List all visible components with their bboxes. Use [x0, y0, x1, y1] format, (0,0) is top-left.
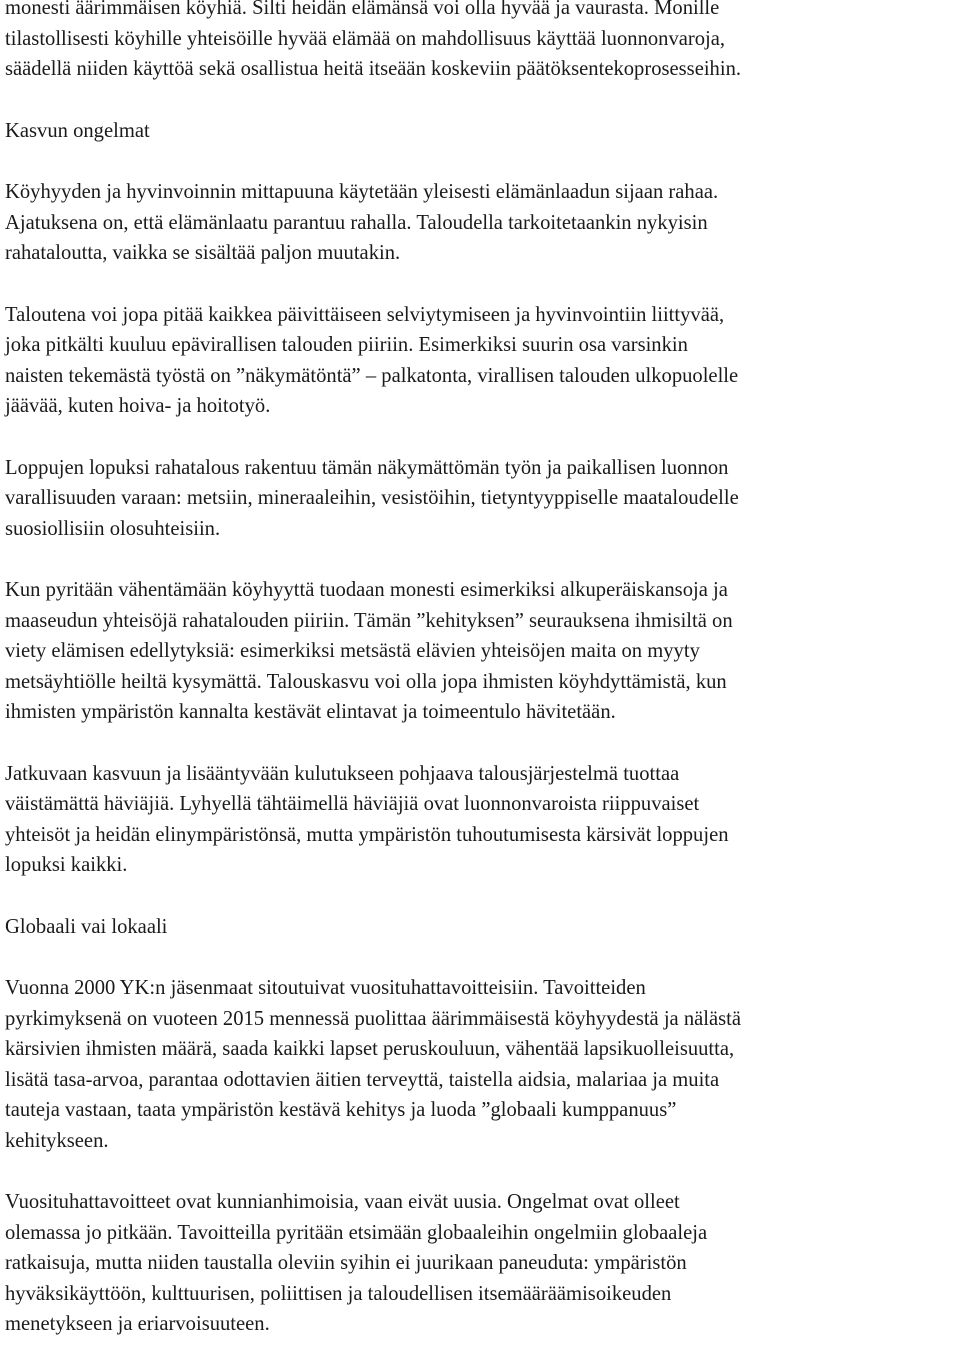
text-line: kehitykseen. — [5, 1129, 109, 1152]
text-line: tauteja vastaan, taata ympäristön kestävä kehitys ja luoda ”globaali kumppanuus” — [5, 1099, 677, 1121]
text-line: varallisuuden varaan: metsiin, mineraaleihin, vesistöihin, tietyntyyppiselle maataloudelle — [5, 487, 739, 509]
text-line: Jatkuvaan kasvuun ja lisääntyvään kulutukseen pohjaava talousjärjestelmä tuottaa — [5, 762, 680, 785]
text-line: kärsivien ihmisten määrä, saada kaikki lapset peruskouluun, vähentää lapsikuolleisuutta, — [5, 1038, 735, 1060]
paragraph — [5, 177, 955, 269]
paragraph — [5, 575, 955, 728]
paragraph — [5, 759, 955, 881]
text-line: Kun pyritään vähentämään köyhyyttä tuodaan monesti esimerkiksi alkuperäiskansoja ja — [5, 579, 728, 601]
text-line: monesti äärimmäisen köyhiä. Silti heidän elämänsä voi olla hyvää ja vaurasta. Monille — [5, 0, 720, 19]
text-line: viety elämisen edellytyksiä: esimerkiksi metsästä elävien yhteisöjen maita on myyty — [5, 640, 700, 662]
text-line: lopuksi kaikki. — [5, 854, 128, 876]
text-line: naisten tekemästä työstä on ”näkymätöntä” – palkatonta, virallisen talouden ulkopuolelle — [5, 364, 739, 387]
text-line: Vuonna 2000 YK:n jäsenmaat sitoutuivat vuosituhattavoitteisiin. Tavoitteiden — [5, 977, 646, 999]
paragraph — [5, 300, 955, 422]
text-line: tilastollisesti köyhille yhteisöille hyvää elämää on mahdollisuus käyttää luonnonvaroja, — [5, 27, 726, 50]
text-line: maaseudun yhteisöjä rahatalouden piiriin. Tämän ”kehityksen” seurauksena ihmisiltä on — [5, 609, 733, 632]
text-line: jäävää, kuten hoiva- ja hoitotyö. — [5, 395, 271, 417]
text-line: Ajatuksena on, että elämänlaatu parantuu rahalla. Taloudella tarkoitetaankin nykyisin — [5, 211, 708, 234]
text-line: olemassa jo pitkään. Tavoitteilla pyritään etsimään globaaleihin ongelmiin globaaleja — [5, 1221, 708, 1244]
text-line: suosiollisiin olosuhteisiin. — [5, 517, 221, 540]
text-line: säädellä niiden käyttöä sekä osallistua heitä itseään koskeviin päätöksentekoprosesseihin. — [5, 58, 742, 80]
paragraph — [5, 453, 955, 545]
paragraph — [5, 973, 955, 1156]
text-line: lisätä tasa-arvoa, parantaa odottavien äitien terveyttä, taistella aidsia, malariaa ja muita — [5, 1068, 720, 1091]
text-line: Loppujen lopuksi rahatalous rakentuu tämän näkymättömän työn ja paikallisen luonnon — [5, 456, 729, 479]
text-line: Vuosituhattavoitteet ovat kunnianhimoisia, vaan eivät uusia. Ongelmat ovat olleet — [5, 1191, 680, 1213]
text-line: pyrkimyksenä on vuoteen 2015 mennessä puolittaa äärimmäisestä köyhyydestä ja nälästä — [5, 1007, 742, 1030]
section-heading-kasvun-ongelmat: Kasvun ongelmat — [5, 119, 150, 142]
text-line: väistämättä häviäjiä. Lyhyellä tähtäimellä häviäjiä ovat luonnonvaroista riippuvaiset — [5, 793, 700, 815]
text-line: ihmisten ympäristön kannalta kestävät elintavat ja toimeentulo hävitetään. — [5, 701, 616, 723]
text-line: yhteisöt ja heidän elinympäristönsä, mutta ympäristön tuhoutumisesta kärsivät loppujen — [5, 823, 729, 846]
text-line: menetykseen ja eriarvoisuuteen. — [5, 1313, 270, 1335]
section-heading-globaali-vai-lokaali: Globaali vai lokaali — [5, 915, 168, 938]
text-line: hyväksikäyttöön, kulttuurisen, poliittisen ja taloudellisen itsemääräämisoikeuden — [5, 1282, 672, 1305]
paragraph-intro — [5, 0, 955, 85]
paragraph — [5, 1187, 955, 1340]
text-line: Köyhyyden ja hyvinvoinnin mittapuuna käytetään yleisesti elämänlaadun sijaan rahaa. — [5, 181, 719, 203]
text-line: ratkaisuja, mutta niiden taustalla oleviin syihin ei juurikaan paneuduta: ympäristön — [5, 1252, 687, 1274]
text-line: rahataloutta, vaikka se sisältää paljon muutakin. — [5, 242, 401, 264]
document-page — [5, 0, 955, 1371]
text-line: Taloutena voi jopa pitää kaikkea päivittäiseen selviytymiseen ja hyvinvointiin liittyvää, — [5, 303, 725, 326]
text-line: joka pitkälti kuuluu epävirallisen talouden piiriin. Esimerkiksi suurin osa varsinkin — [5, 334, 688, 356]
text-line: metsäyhtiölle heiltä kysymättä. Talouskasvu voi olla jopa ihmisten köyhdyttämistä, kun — [5, 670, 727, 693]
